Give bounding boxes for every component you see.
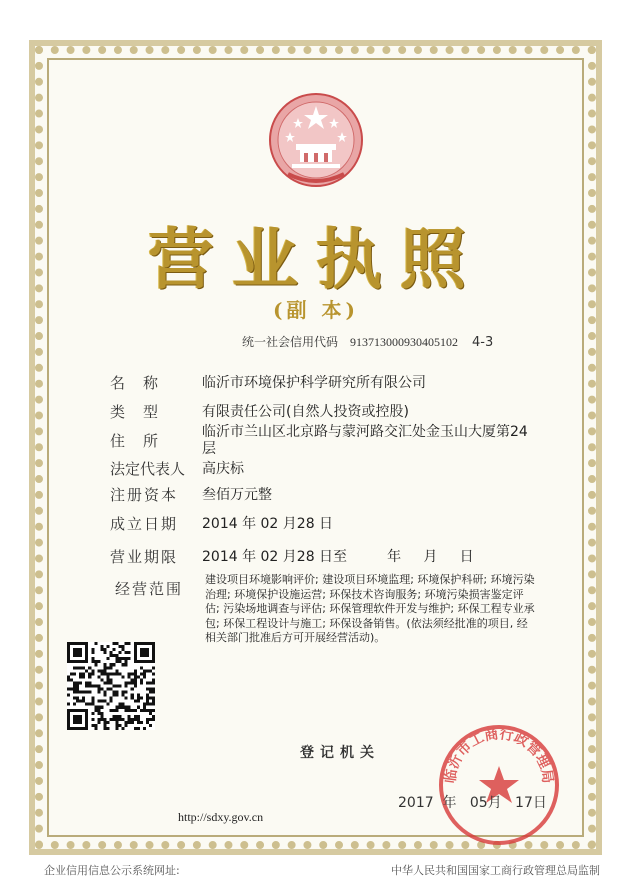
business-scope-text: 建设项目环境影响评价; 建设项目环境监理; 环境保护科研; 环境污染治理; 环境保护设施运营; 环保技术咨询服务; 环境污染损害鉴定评估; 污染场地调查与评估; 环保管理软件开发与维护; 环保工程专业承包; 环保工程设计与施工; 环保设备销售。(依法须经批准的项目, 经相关部门批准后方可开展经营活动)。 <box>205 573 535 644</box>
footer-left: 企业信用信息公示系统网址: <box>44 864 180 877</box>
credit-code-value: 913713000930405102 <box>350 335 459 349</box>
field-label: 名称 <box>110 374 177 392</box>
field-label: 法定代表人 <box>110 460 186 478</box>
national-emblem-icon <box>268 92 364 192</box>
copy-number: 4-3 <box>472 335 494 350</box>
official-seal-icon <box>436 722 562 848</box>
field-label: 注册资本 <box>110 486 179 504</box>
registry-url: http://sdxy.gov.cn <box>178 810 264 824</box>
field-value: 叁佰万元整 <box>202 487 272 503</box>
field-label: 类型 <box>110 403 177 421</box>
field-label: 成立日期 <box>110 515 179 533</box>
field-label: 住所 <box>110 432 177 450</box>
field-value: 2014 年 02 月28 日至 年 月 日 <box>202 549 474 565</box>
field-value: 临沂市环境保护科学研究所有限公司 <box>202 375 426 391</box>
registration-authority-label: 登记机关 <box>300 745 380 761</box>
document-title: 营业执照 <box>148 220 484 298</box>
document-subtitle: (副 本) <box>273 298 359 322</box>
qr-code <box>67 642 155 730</box>
credit-code-line <box>242 333 493 350</box>
field-value: 高庆标 <box>202 461 244 477</box>
footer-right: 中华人民共和国国家工商行政管理总局监制 <box>391 864 600 877</box>
field-label: 经营范围 <box>115 580 184 598</box>
seal-text: 临沂市工商行政管理局 <box>442 726 556 785</box>
field-value: 有限责任公司(自然人投资或控股) <box>202 404 409 420</box>
field-value: 2014 年 02 月28 日 <box>202 516 334 532</box>
field-value: 临沂市兰山区北京路与蒙河路交汇处金玉山大厦第24层 <box>202 424 528 457</box>
credit-code-label: 统一社会信用代码 <box>242 335 339 349</box>
field-label: 营业期限 <box>110 548 179 566</box>
registration-date: 2017 年 05月 17日 <box>398 795 547 811</box>
